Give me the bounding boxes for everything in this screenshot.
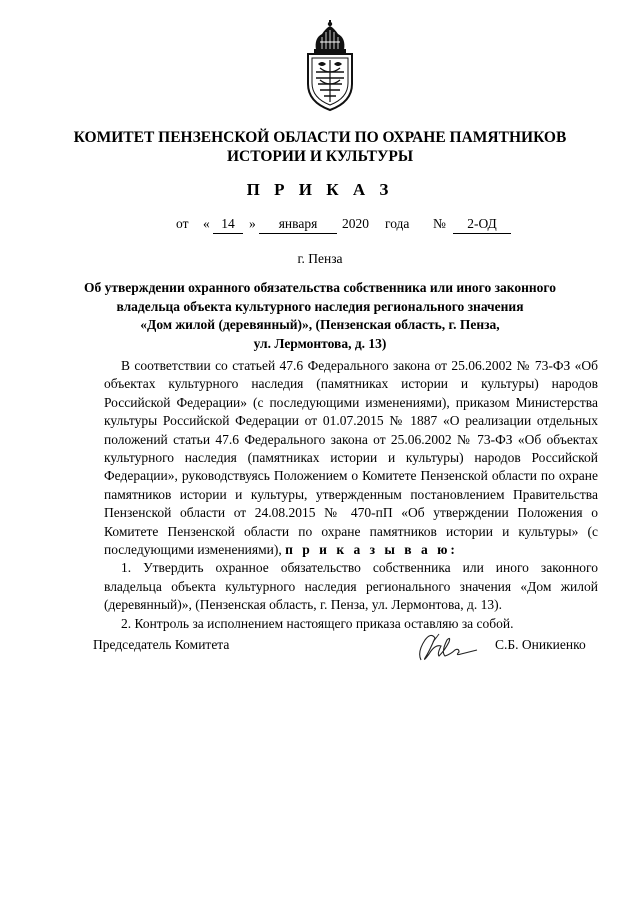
organization-title (60, 128, 580, 166)
order-body (104, 357, 598, 633)
coat-of-arms-icon (302, 20, 358, 112)
order-subject (80, 279, 560, 353)
signature-block (0, 630, 640, 670)
subject-line3: «Дом жилой (деревянный)», (Пензенская область, г. Пенза, (140, 317, 500, 332)
order-item-1: 1. Утвердить охранное обязательство собственника или иного законного владельца объекта культурного наследия регионального значения «Дом жилой (деревянный)», (Пензенская область, г. Пенза, ул. Лермонтова, д. 13). (104, 560, 598, 613)
preamble-text: В соответствии со статьей 47.6 Федерального закона от 25.06.2002 № 73-ФЗ «Об объектах культурного наследия (памятниках истории и культуры) народов Российской Федерации» (с последующими изменениями), приказом Министерства культуры Российской Федерации от 01.07.2015 № 1887 «О реализации отдельных положений статьи 47.6 Федерального закона от 25.06.2002 № 73-ФЗ «Об объектах культурного наследия (памятниках истории и культуры) народов Российской Федерации», руководствуясь Положением о Комитете Пензенской области по охране памятников истории и культуры, утвержденным постановлением Правительства Пензенской области от 24.08.2015 № 470-пП «Об утверждении Положения о Комитете Пензенской области по охране памятников истории и культуры» (с последующими изменениями), (104, 358, 598, 558)
document-type: П Р И К А З (246, 180, 394, 199)
subject-line1: Об утверждении охранного обязательства собственника или иного законного (84, 280, 556, 295)
order-word: п р и к а з ы в а ю: (285, 542, 458, 558)
signatory-position: Председатель Комитета (93, 637, 230, 652)
city: г. Пенза (297, 251, 343, 266)
number-label: № (433, 216, 446, 231)
quote-close: » (249, 216, 256, 231)
order-day: 14 (221, 216, 235, 231)
handwritten-signature (415, 630, 485, 664)
signatory-name: С.Б. Оникиенко (495, 637, 586, 652)
subject-line4: ул. Лермонтова, д. 13) (253, 335, 387, 351)
from-label: от (176, 216, 189, 231)
order-item-2: 2. Контроль за исполнением настоящего приказа оставляю за собой. (121, 615, 514, 631)
order-year: 2020 (342, 216, 369, 231)
organization-title-line1: КОМИТЕТ ПЕНЗЕНСКОЙ ОБЛАСТИ ПО ОХРАНЕ ПАМЯТНИКОВ (73, 129, 567, 146)
preamble-paragraph (104, 357, 598, 559)
year-label: года (385, 216, 410, 231)
date-number-line (0, 215, 640, 233)
subject-line2: владельца объекта культурного наследия регионального значения (116, 298, 524, 314)
order-number: 2-ОД (467, 216, 497, 231)
organization-title-line2: ИСТОРИИ И КУЛЬТУРЫ (226, 148, 414, 165)
quote-open: « (203, 216, 210, 231)
order-month: января (278, 216, 318, 231)
